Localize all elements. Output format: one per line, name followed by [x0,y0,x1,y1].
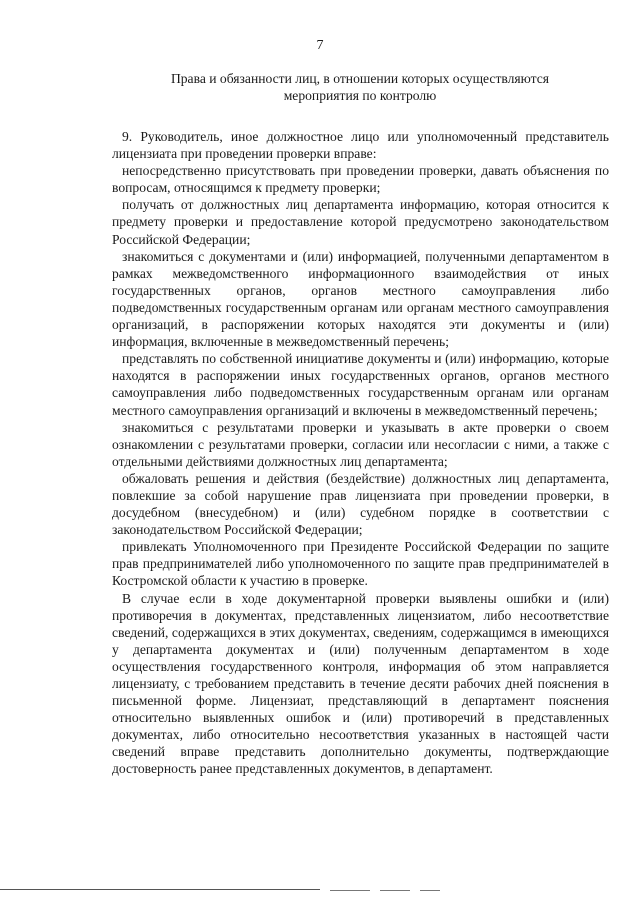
section-heading [110,70,610,104]
paragraph: знакомиться с документами и (или) информацией, полученными департаментом в рамках межведомственного информационного взаимодействия от иных государственных органов, органов местного самоуправления либо подведомственных государственным органам или органам местного самоуправления организаций, в распоряжении которых находятся эти документы и (или) информация, включенные в межведомственный перечень; [112,248,609,350]
scan-artifact-dash [380,890,410,891]
page-number: 7 [316,38,324,53]
scan-artifact-line [0,889,320,890]
scan-artifact-dash [330,890,370,891]
paragraph: обжаловать решения и действия (бездействие) должностных лиц департамента, повлекшие за собой нарушение прав лицензиата при проведении проверки, в досудебном (внесудебном) и (или) судебном порядке в соответствии с законодательством Российской Федерации; [112,470,609,538]
paragraph: знакомиться с результатами проверки и указывать в акте проверки о своем ознакомлении с результатами проверки, согласии или несогласии с ними, а также с отдельными действиями должностных лиц департамента; [112,419,609,469]
paragraph: непосредственно присутствовать при проведении проверки, давать объяснения по вопросам, относящимся к предмету проверки; [112,163,609,196]
heading-line-1: Права и обязанности лиц, в отношении которых осуществляются [170,71,550,86]
paragraph: привлекать Уполномоченного при Президенте Российской Федерации по защите прав предпринимателей либо уполномоченного по защите прав предпринимателей в Костромской области к участию в проверке. [112,539,609,589]
paragraph: В случае если в ходе документарной проверки выявлены ошибки и (или) противоречия в документах, представленных лицензиатом, либо несоответствие сведений, содержащихся в этих документах, сведениям, содержащимся в имеющихся у департамента документах и (или) полученным департаментом в ходе осуществления государственного контроля, информация об этом направляется лицензиату, с требованием представить в течение десяти рабочих дней пояснения в письменной форме. Лицензиат, представляющий в департамент пояснения относительно выявленных ошибок и (или) противоречий в представленных документах, либо относительно несоответствия указанных в настоящей части сведений вправе представить дополнительно документы, подтверждающие достоверность ранее представленных документов, в департамент. [112,590,609,777]
heading-line-2: мероприятия по контролю [283,88,437,103]
paragraph: получать от должностных лиц департамента информацию, которая относится к предмету проверки и предоставление которой предусмотрено законодательством Российской Федерации; [112,197,609,247]
scan-artifact-dash [420,890,440,891]
paragraph: представлять по собственной инициативе документы и (или) информацию, которые находятся в распоряжении иных государственных органов, органов местного самоуправления либо подведомственных государственным органам или органам местного самоуправления организаций и включены в межведомственный перечень; [112,351,609,418]
paragraph: 9. Руководитель, иное должностное лицо или уполномоченный представитель лицензиата при проведении проверки вправе: [112,129,609,162]
document-body [112,128,609,778]
